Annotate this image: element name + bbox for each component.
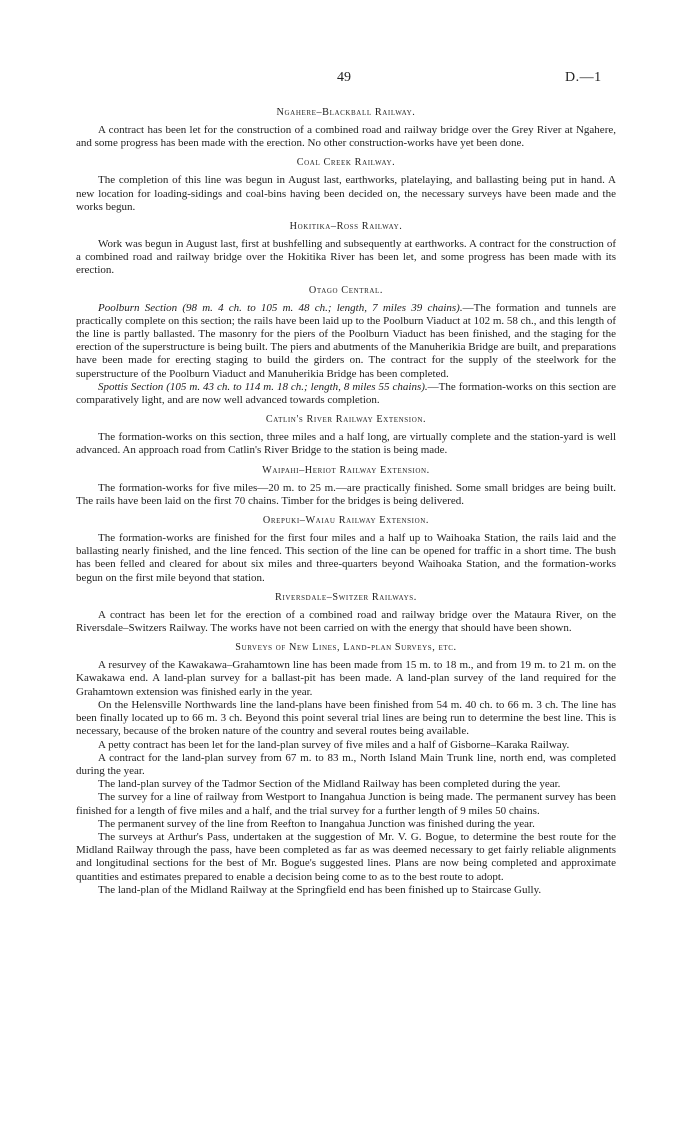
section-hokitika-ross <box>76 220 616 278</box>
section-heading: Hokitika–Ross Railway. <box>289 221 403 233</box>
document-reference: D.—1 <box>565 70 602 85</box>
section-heading: Waipahi–Heriot Railway Extension. <box>262 464 430 476</box>
section-heading: Riversdale–Switzer Railways. <box>275 591 417 603</box>
document-body <box>76 100 616 897</box>
section-heading: Ngahere–Blackball Railway. <box>276 107 416 118</box>
section-coal-creek <box>76 156 616 214</box>
section-heading: Coal Creek Railway. <box>296 157 396 169</box>
paragraph: A resurvey of the Kawakawa–Grahamtown line has been made from 15 m. to 18 m., and from 19 m. to 21 m. on the Kawakawa end. A land-plan survey for a ballast-pit has been made. A land-plan survey of the land required for the Grahamtown extension was finished early in the year. <box>76 659 616 698</box>
paragraph: Work was begun in August last, first at bushfelling and subsequently at earthworks. A contract for the construction of a combined road and railway bridge over the Hokitika River has been let, and some progress has been made with its erection. <box>76 238 616 277</box>
paragraph <box>76 381 616 407</box>
paragraph: The completion of this line was begun in August last, earthworks, platelaying, and ballasting being put in hand. A new location for loading-sidings and coal-bins having been decided on, the necessary surveys have been made and the works begun. <box>76 174 616 213</box>
page-number: 49 <box>337 70 351 85</box>
section-heading: Catlin's River Railway Extension. <box>265 414 427 426</box>
running-head <box>0 70 700 90</box>
paragraph: The surveys at Arthur's Pass, undertaken at the suggestion of Mr. V. G. Bogue, to determine the best route for the Midland Railway through the pass, have been completed as far as was deemed necessary to get fairly reliable alignments and longitudinal sections for the best of Mr. Bogue's suggested lines. Plans are now being completed and approximate quantities and estimates prepared to enable a decision being come to as to the best route to adopt. <box>76 830 616 883</box>
paragraph <box>76 302 616 381</box>
paragraph: The survey for a line of railway from Westport to Inangahua Junction is being made. The permanent survey has been finished for a length of five miles and a half, and the trial survey for a further length of 9 miles 50 chains. <box>76 791 616 817</box>
paragraph-lead: Poolburn Section (98 m. 4 ch. to 105 m. 48 ch.; length, 7 miles 39 chains). <box>98 301 463 314</box>
paragraph-text: —The formation and tunnels are practically complete on this section; the rails have been laid up to the Poolburn Viaduct at 102 m. 58 ch., and this length of the line is partly ballasted. The masonry for the piers of the Poolburn Viaduct has been finished, and the staging for the erection of the superstructure is being built. The piers and abutments of the Manuherikia Bridge are built, and preparations have been made for erecting staging to build the girders on. The contract for the supply of the steelwork for the superstructure of the Poolburn Viaduct and Manuherikia Bridge has been completed. <box>76 301 616 380</box>
paragraph: The land-plan of the Midland Railway at the Springfield end has been finished up to Staircase Gully. <box>98 883 542 896</box>
paragraph: The land-plan survey of the Tadmor Section of the Midland Railway has been completed during the year. <box>98 778 561 791</box>
section-ngahere-blackball <box>76 106 616 150</box>
section-otago-central <box>76 284 616 408</box>
paragraph: The formation-works on this section, three miles and a half long, are virtually complete and the station-yard is well advanced. An approach road from Catlin's River Bridge to the station is being made. <box>76 431 616 457</box>
section-surveys <box>76 641 616 897</box>
paragraph: The permanent survey of the line from Reefton to Inangahua Junction was finished during the year. <box>98 817 535 830</box>
section-heading: Orepuki–Waiau Railway Extension. <box>262 515 430 527</box>
paragraph-text: —The formation-works on this section are comparatively light, and are now well advanced towards completion. <box>76 380 617 407</box>
section-riversdale-switzer <box>76 591 616 635</box>
paragraph: A contract has been let for the construction of a combined road and railway bridge over the Grey River at Ngahere, and some progress has been made with the erection. No other construction-works have yet been done. <box>76 124 616 150</box>
section-catlins-river <box>76 413 616 457</box>
paragraph: A contract has been let for the erection of a combined road and railway bridge over the Mataura River, on the Riversdale–Switzers Railway. The works have not been carried on with the energy that should have been shown. <box>76 608 616 635</box>
paragraph: A petty contract has been let for the land-plan survey of five miles and a half of Gisborne–Karaka Railway. <box>98 738 570 751</box>
section-waipahi-heriot <box>76 464 616 508</box>
paragraph-lead: Spottis Section (105 m. 43 ch. to 114 m. 18 ch.; length, 8 miles 55 chains). <box>98 380 428 393</box>
paragraph: A contract for the land-plan survey from 67 m. to 83 m., North Island Main Trunk line, north end, was completed during the year. <box>76 751 616 777</box>
paragraph: On the Helensville Northwards line the land-plans have been finished from 54 m. 40 ch. to 66 m. 3 ch. The line has been finally located up to 66 m. 3 ch. Beyond this point several trial lines are being run to determine the best line. This is necessary, because of the broken nature of the country and several routes being available. <box>76 698 616 738</box>
section-heading: Surveys of New Lines, Land-plan Surveys, etc. <box>235 642 457 654</box>
paragraph: The formation-works are finished for the first four miles and a half up to Waihoaka Station, the rails laid and the ballasting nearly finished, and the line fenced. This section of the line can be opened for traffic in a short time. The bush has been felled and cleared for about six miles and three-quarters beyond Waihoaka Station, and the formation-works begun on the first mile beyond that station. <box>76 532 616 584</box>
section-heading: Otago Central. <box>308 284 384 296</box>
section-orepuki-waiau <box>76 514 616 585</box>
paragraph: The formation-works for five miles—20 m. to 25 m.—are practically finished. Some small bridges are being built. The rails have been laid on the first 70 chains. Timber for the bridges is being delivered. <box>76 481 616 507</box>
